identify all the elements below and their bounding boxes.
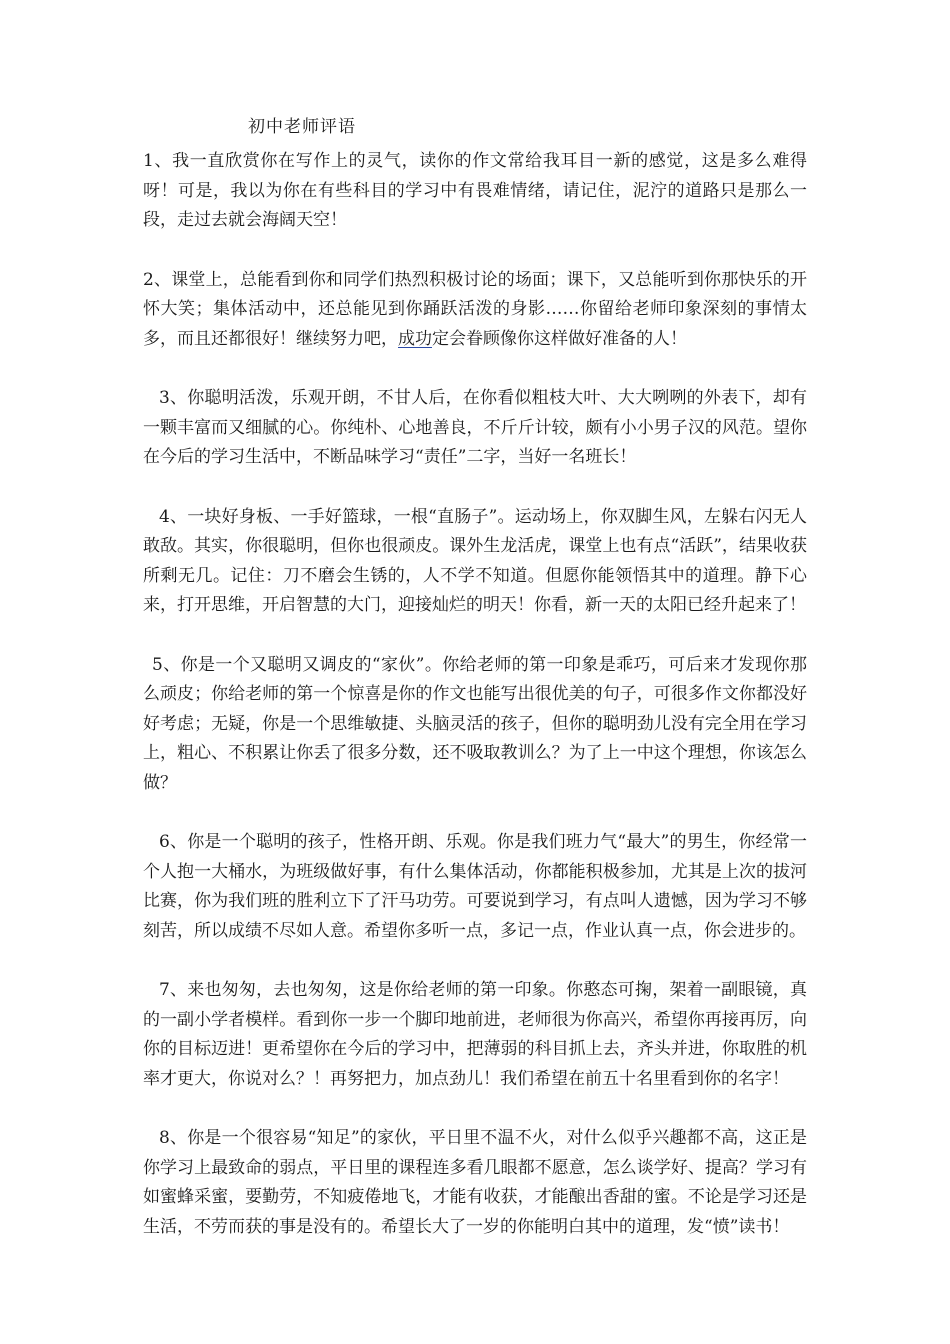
comment-1: 1、我一直欣赏你在写作上的灵气，读你的作文常给我耳目一新的感觉，这是多么难得呀！可是，我以为你在有些科目的学习中有畏难情绪，请记住，泥泞的道路只是那么一段，走过去就会海阔天空！ bbox=[143, 151, 807, 230]
comment-4: 4、一块好身板、一手好篮球，一根“直肠子”。运动场上，你双脚生风，左躲右闪无人敢敌。其实，你很聪明，但你也很顽皮。课外生龙活虎，课堂上也有点“活跃”，结果收获所剩无几。记住：刀不磨会生锈的，人不学不知道。但愿你能领悟其中的道理。静下心来，打开思维，开启智慧的大门，迎接灿烂的明天！你看，新一天的太阳已经升起来了！ bbox=[143, 506, 807, 615]
comment-7: 7、来也匆匆，去也匆匆，这是你给老师的第一印象。你憨态可掬，架着一副眼镜，真的一副小学者模样。看到你一步一个脚印地前进，老师很为你高兴，希望你再接再厉，向你的目标迈进！更希望你在今后的学习中，把薄弱的科目抓上去，齐头并进，你取胜的机率才更大，你说对么？！再努把力，加点劲儿！我们希望在前五十名里看到你的名字！ bbox=[143, 980, 807, 1089]
comment-8: 8、你是一个很容易“知足”的家伙，平日里不温不火，对什么似乎兴趣都不高，这正是你学习上最致命的弱点，平日里的课程连多看几眼都不愿意，怎么谈学好、提高？学习有如蜜蜂采蜜，要勤劳，不知疲倦地飞，才能有收获，才能酿出香甜的蜜。不论是学习还是生活，不劳而获的事是没有的。希望长大了一岁的你能明白其中的道理，发“愤”读书！ bbox=[143, 1128, 807, 1237]
comment-2-text-after: 定会眷顾像你这样做好准备的人！ bbox=[432, 328, 687, 349]
document-title: 初中老师评语 bbox=[248, 117, 356, 137]
comment-6: 6、你是一个聪明的孩子，性格开朗、乐观。你是我们班力气“最大”的男生，你经常一个人抱一大桶水，为班级做好事，有什么集体活动，你都能积极参加，尤其是上次的拔河比赛，你为我们班的胜利立下了汗马功劳。可要说到学习，有点叫人遗憾，因为学习不够刻苦，所以成绩不尽如人意。希望你多听一点，多记一点，作业认真一点，你会进步的。 bbox=[143, 832, 807, 941]
comment-5: 5、你是一个又聪明又调皮的“家伙”。你给老师的第一印象是乖巧，可后来才发现你那么顽皮；你给老师的第一个惊喜是你的作文也能写出很优美的句子，可很多作文你都没好好考虑；无疑，你是一个思维敏捷、头脑灵活的孩子，但你的聪明劲儿没有完全用在学习上，粗心、不积累让你丢了很多分数，还不吸取教训么？为了上一中这个理想，你该怎么做？ bbox=[143, 654, 807, 793]
comment-3: 3、你聪明活泼，乐观开朗，不甘人后，在你看似粗枝大叶、大大咧咧的外表下，却有一颗丰富而又细腻的心。你纯朴、心地善良，不斤斤计较，颇有小小男子汉的风范。望你在今后的学习生活中，不断品味学习“责任”二字，当好一名班长！ bbox=[143, 388, 807, 467]
success-link[interactable]: 成功 bbox=[398, 328, 432, 349]
comment-list bbox=[143, 147, 807, 1272]
comment-2-text-before: 2、课堂上，总能看到你和同学们热烈积极讨论的场面；课下，又总能听到你那快乐的开怀大笑；集体活动中，还总能见到你踊跃活泼的身影……你留给老师印象深刻的事情太多，而且还都很好！继续努力吧， bbox=[143, 269, 807, 349]
comment-2 bbox=[143, 266, 807, 355]
